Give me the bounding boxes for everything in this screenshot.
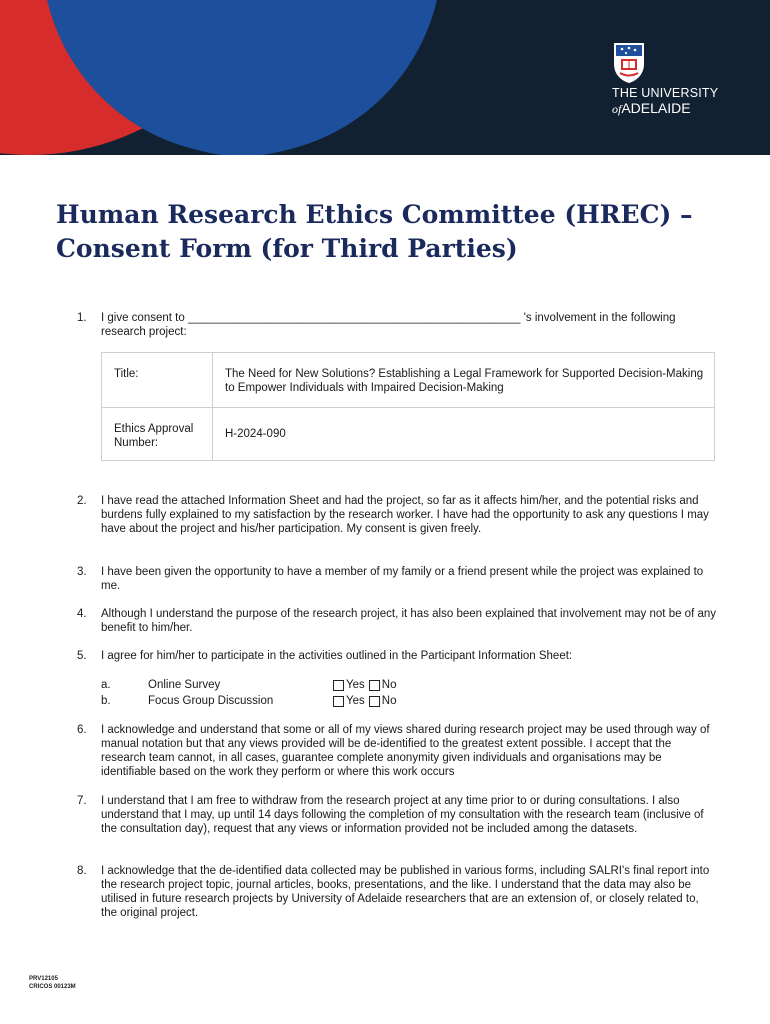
table-row-title [102,353,715,408]
ethics-approval-label: Ethics Approval Number: [102,408,213,461]
ethics-approval-value: H-2024-090 [213,408,715,461]
item-text: I give consent to ____________________________________________________ 's involvement in the following research project: [101,312,676,338]
item-number: 2. [77,495,87,507]
project-info-table [101,352,715,461]
consent-item-5 [77,649,717,663]
item-number: 1. [77,312,87,324]
page-title [56,198,736,266]
consent-item-1 [77,311,717,339]
item-text: I understand that I am free to withdraw from the research project at any time prior to or during consultations. I also understand that I may, up until 14 days following the completion of my consultation with the research team (inclusive of the consultation day), request that any views or information provided not be included among the datasets. [101,795,704,835]
header-banner [0,0,770,155]
yes-label: Yes [346,695,365,707]
item-text: I have read the attached Information Sheet and had the project, so far as it affects him/her, and the potential risks and burdens fully explained to my satisfaction by the research worker. I have had the opportunity to ask any questions I may have about the project and his/her participation. My consent is given freely. [101,495,709,535]
item-number: 4. [77,608,87,620]
title-label: Title: [102,353,213,408]
activity-letter: a. [101,679,111,691]
item-text: I acknowledge that the de-identified data collected may be published in various forms, including SALRI's final report into the research project topic, journal articles, books, presentations, and the like. I understand that the data may also be utilised in future research projects by University of Adelaide researchers that are an extension of, or closely related to, the original project. [101,865,710,919]
table-row-ethics [102,408,715,461]
consent-item-3 [77,565,717,593]
logo-adelaide-text [612,100,691,117]
consent-item-6 [77,723,717,779]
yes-label: Yes [346,679,365,691]
banner-graphic [0,0,770,155]
no-label: No [381,695,397,707]
item-number: 3. [77,566,87,578]
logo-of-text: of [612,102,622,116]
title-line-1: Human Research Ethics Committee (HREC) – [56,200,693,229]
no-label: No [381,679,397,691]
item-number: 7. [77,795,87,807]
footer-cricos: CRICOS 00123M [29,984,76,990]
activity-letter: b. [101,695,111,707]
footer-code [29,975,76,991]
logo-adelaide-word: ADELAIDE [621,100,691,116]
university-crest-icon [612,42,646,84]
item-text: I have been given the opportunity to have a member of my family or a friend present while the project was explained to me. [101,566,704,592]
item-number: 5. [77,650,87,662]
footer-prv: PRV12105 [29,976,58,982]
item-text: I agree for him/her to participate in the activities outlined in the Participant Information Sheet: [101,650,573,662]
item-text: I acknowledge and understand that some or all of my views shared during research project may be used through way of manual notation but that any views provided will be de-identified to the greatest extent possible. I accept that the research team cannot, in all cases, guarantee complete anonymity given individuals and organisations may be identifiable based on the work they perform or where this work occurs [101,724,710,778]
no-checkbox[interactable] [369,696,380,707]
logo-university-text: THE UNIVERSITY [612,86,719,100]
activity-name: Focus Group Discussion [148,695,274,707]
item-number: 8. [77,865,87,877]
activity-options [333,694,396,709]
yes-checkbox[interactable] [333,696,344,707]
consent-item-7 [77,794,717,836]
item-text: Although I understand the purpose of the research project, it has also been explained that involvement may not be of any benefit to him/her. [101,608,717,634]
item-number: 6. [77,724,87,736]
no-checkbox[interactable] [369,680,380,691]
activity-name: Online Survey [148,679,221,691]
yes-checkbox[interactable] [333,680,344,691]
consent-item-2 [77,494,717,536]
activity-options [333,678,396,693]
title-line-2: Consent Form (for Third Parties) [56,234,518,263]
consent-item-8 [77,864,717,920]
project-title-value: The Need for New Solutions? Establishing a Legal Framework for Supported Decision-Making to Empower Individuals with Impaired Decision-Making [213,353,715,408]
consent-item-4 [77,607,717,635]
